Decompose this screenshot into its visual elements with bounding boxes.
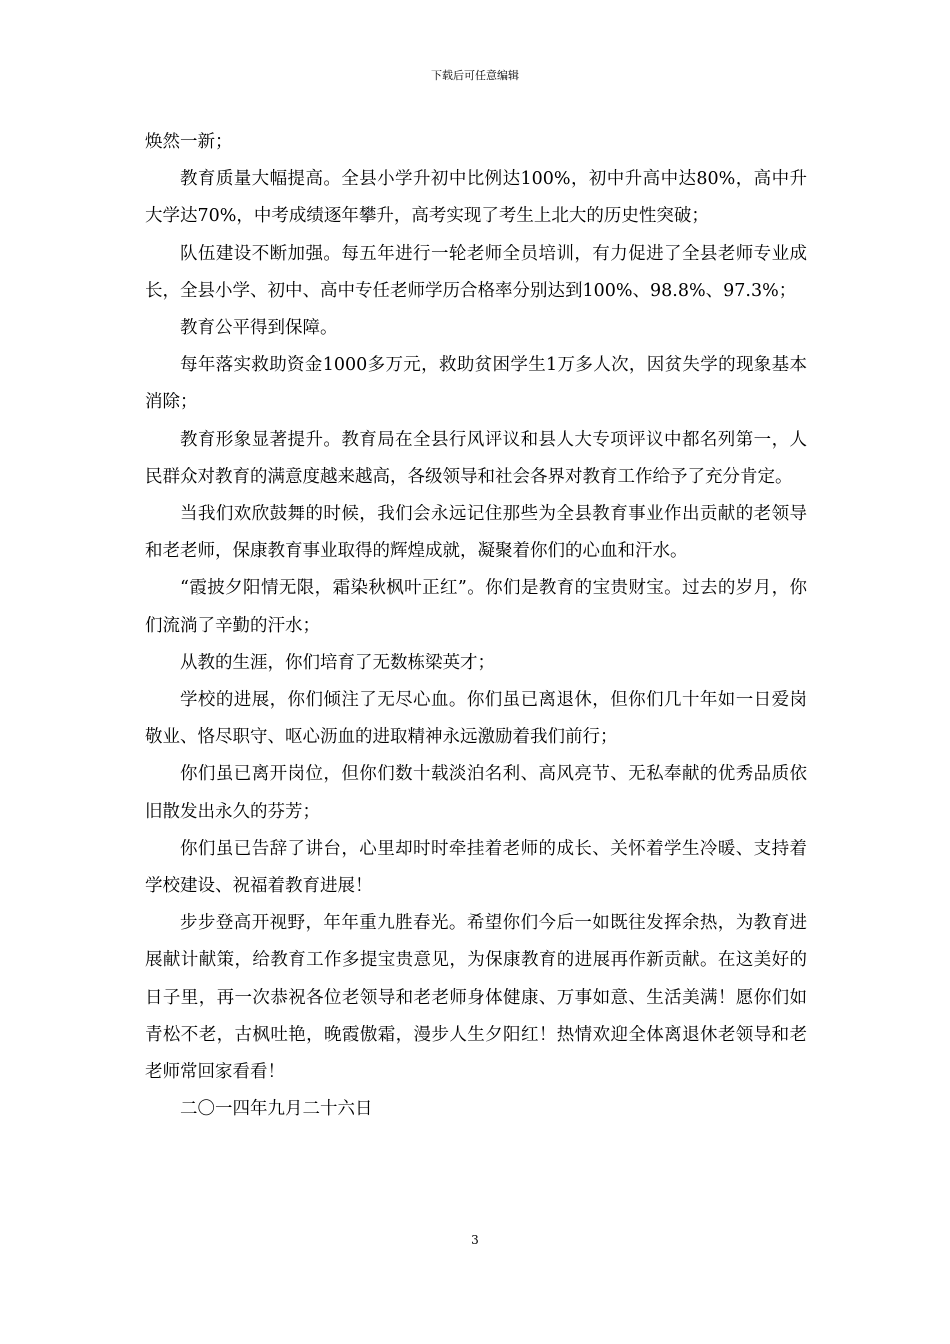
- paragraph: 你们虽已离开岗位，但你们数十载淡泊名利、高风亮节、无私奉献的优秀品质依旧散发出永久的芬芳；: [145, 764, 807, 822]
- paragraph: 队伍建设不断加强。每五年进行一轮老师全员培训，有力促进了全县老师专业成长，全县小学、初中、高中专任老师学历合格率分别达到100%、98.8%、97.3%；: [145, 243, 807, 301]
- paragraph: 学校的进展，你们倾注了无尽心血。你们虽已离退休，但你们几十年如一日爱岗敬业、恪尽职守、呕心沥血的进取精神永远激励着我们前行；: [145, 690, 807, 748]
- page-number: 3: [471, 1233, 479, 1247]
- paragraph: 从教的生涯，你们培育了无数栋梁英才；: [180, 652, 495, 673]
- date-line: 二〇一四年九月二十六日: [180, 1099, 373, 1120]
- paragraph: 每年落实救助资金1000多万元，救助贫困学生1万多人次，因贫失学的现象基本消除；: [145, 355, 807, 413]
- paragraph: 教育质量大幅提高。全县小学升初中比例达100%，初中升高中达80%，高中升大学达70%，中考成绩逐年攀升，高考实现了考生上北大的历史性突破；: [145, 169, 807, 227]
- paragraph: 教育公平得到保障。: [180, 318, 338, 339]
- paragraph: 你们虽已告辞了讲台，心里却时时牵挂着老师的成长、关怀着学生冷暖、支持着学校建设、祝福着教育进展！: [145, 838, 807, 897]
- paragraph: 步步登高开视野，年年重九胜春光。希望你们今后一如既往发挥余热，为教育进展献计献策，给教育工作多提宝贵意见，为保康教育的进展再作新贡献。在这美好的日子里，再一次恭祝各位老领导和老老师身体健康、万事如意、生活美满！愿你们如青松不老，古枫吐艳，晚霞傲霜，漫步人生夕阳红！热情欢迎全体离退休老领导和老老师常回家看看！: [145, 913, 807, 1083]
- paragraph: 教育形象显著提升。教育局在全县行风评议和县人大专项评议中都名列第一，人民群众对教育的满意度越来越高，各级领导和社会各界对教育工作给予了充分肯定。: [145, 429, 807, 487]
- header-note: 下载后可任意编辑: [431, 69, 519, 82]
- paragraph: 当我们欢欣鼓舞的时候，我们会永远记住那些为全县教育事业作出贡献的老领导和老老师，保康教育事业取得的辉煌成就，凝聚着你们的心血和汗水。: [145, 504, 807, 562]
- document-body: [145, 124, 807, 1128]
- paragraph: 焕然一新；: [145, 132, 233, 152]
- paragraph: “霞披夕阳情无限，霜染秋枫叶正红”。你们是教育的宝贵财宝。过去的岁月，你们流淌了辛勤的汗水；: [145, 578, 807, 636]
